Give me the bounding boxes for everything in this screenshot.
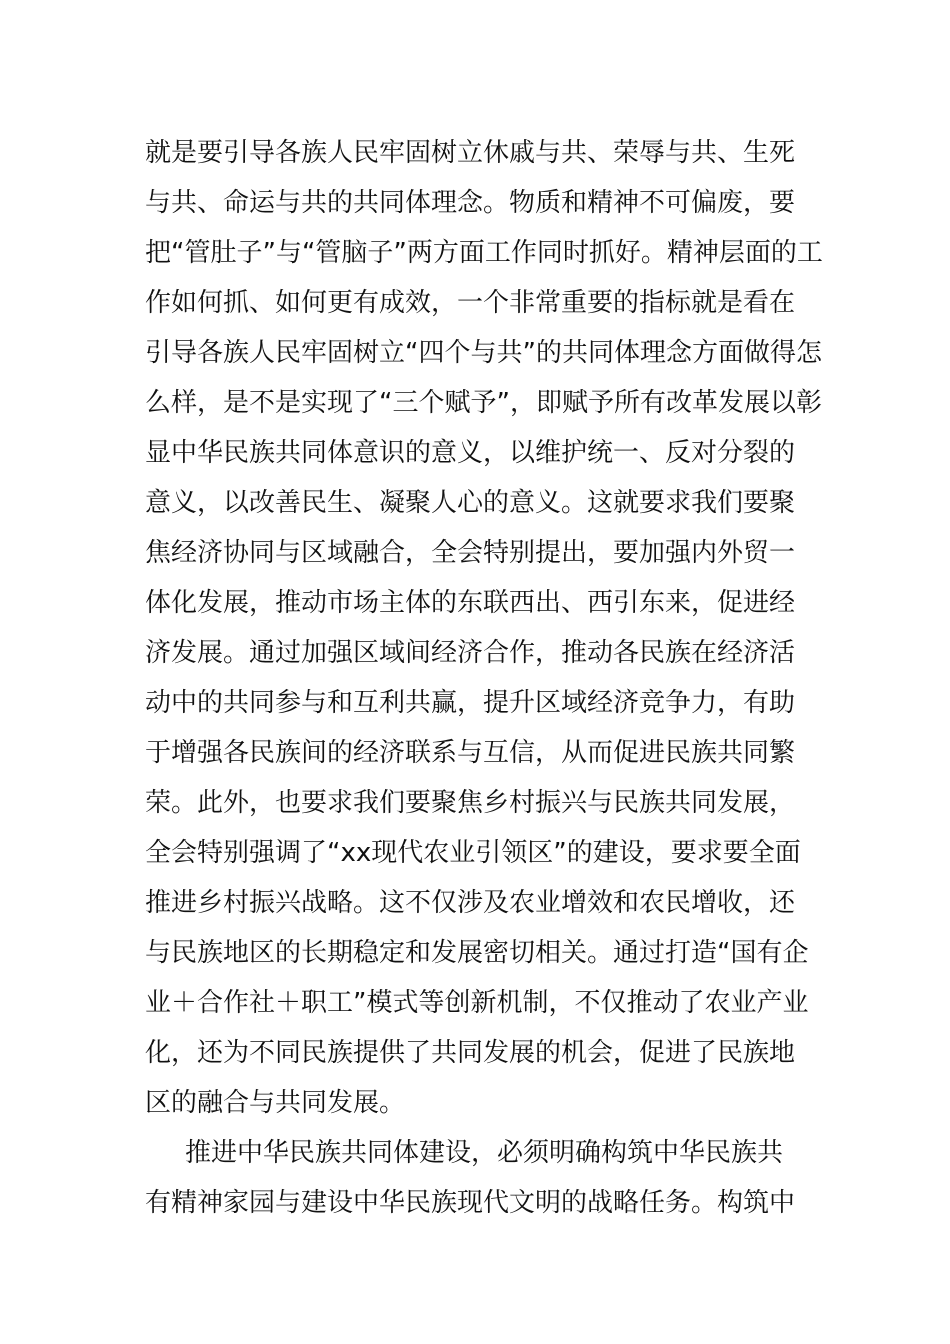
text-line: 济发展。通过加强区域间经济合作，推动各民族在经济活 [145, 638, 796, 668]
text-line: 就是要引导各族人民牢固树立休戚与共、荣辱与共、生死 [145, 138, 796, 168]
text-line: 全会特别强调了“xx现代农业引领区”的建设，要求要全面 [145, 838, 801, 868]
text-line: 么样，是不是实现了“三个赋予”，即赋予所有改革发展以彰 [145, 388, 822, 418]
text-line: 推进乡村振兴战略。这不仅涉及农业增效和农民增收，还 [145, 888, 796, 918]
text-line: 引导各族人民牢固树立“四个与共”的共同体理念方面做得怎 [145, 338, 822, 368]
text-line: 推进中华民族共同体建设，必须明确构筑中华民族共 [185, 1138, 784, 1168]
text-line: 荣。此外，也要求我们要聚焦乡村振兴与民族共同发展， [145, 788, 796, 818]
text-line: 有精神家园与建设中华民族现代文明的战略任务。构筑中 [145, 1188, 796, 1218]
text-line: 把“管肚子”与“管脑子”两方面工作同时抓好。精神层面的工 [145, 238, 823, 268]
text-line: 业＋合作社＋职工”模式等创新机制，不仅推动了农业产业 [145, 988, 809, 1018]
text-line: 化，还为不同民族提供了共同发展的机会，促进了民族地 [145, 1038, 796, 1068]
text-line: 与共、命运与共的共同体理念。物质和精神不可偏废，要 [145, 188, 796, 218]
text-line: 显中华民族共同体意识的意义，以维护统一、反对分裂的 [145, 438, 796, 468]
text-line: 动中的共同参与和互利共赢，提升区域经济竞争力，有助 [145, 688, 796, 718]
text-line: 意义，以改善民生、凝聚人心的意义。这就要求我们要聚 [145, 488, 796, 518]
text-line: 与民族地区的长期稳定和发展密切相关。通过打造“国有企 [145, 938, 809, 968]
text-line: 于增强各民族间的经济联系与互信，从而促进民族共同繁 [145, 738, 796, 768]
body-text [145, 128, 823, 1228]
text-line: 区的融合与共同发展。 [145, 1088, 406, 1118]
text-line: 焦经济协同与区域融合，全会特别提出，要加强内外贸一 [145, 538, 796, 568]
text-line: 作如何抓、如何更有成效，一个非常重要的指标就是看在 [145, 288, 796, 318]
text-line: 体化发展，推动市场主体的东联西出、西引东来，促进经 [145, 588, 796, 618]
